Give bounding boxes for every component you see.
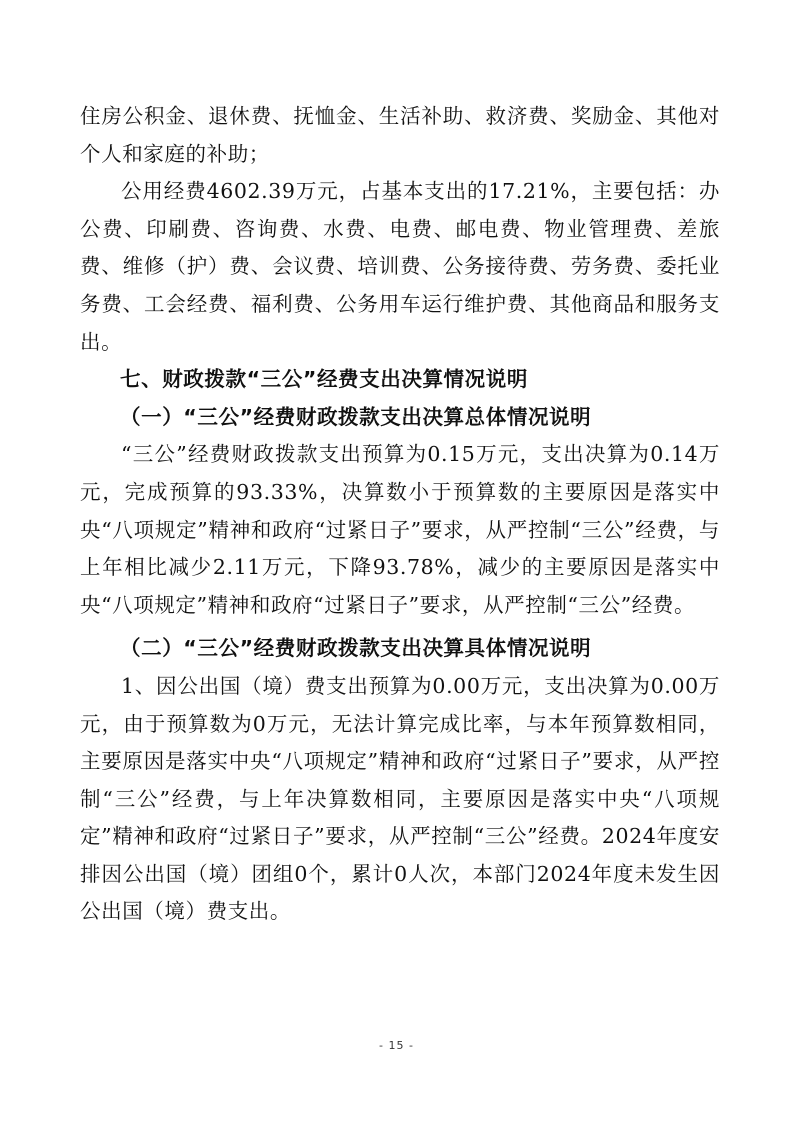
paragraph-three-public-overall: “三公”经费财政拨款支出预算为0.15万元，支出决算为0.14万元，完成预算的93.33%，决算数小于预算数的主要原因是落实中央“八项规定”精神和政府“过紧日子”要求，从严控制“三公”经费，与上年相比减少2.11万元，下降93.78%，减少的主要原因是落实中央“八项规定”精神和政府“过紧日子”要求，从严控制“三公”经费。 <box>80 442 720 617</box>
heading-subsection-1: （一）“三公”经费财政拨款支出决算总体情况说明 <box>120 404 592 429</box>
paragraph-personal-subsidies: 住房公积金、退休费、抚恤金、生活补助、救济费、奖励金、其他对个人和家庭的补助； <box>80 104 720 166</box>
document-page <box>80 98 720 931</box>
paragraph-overseas-travel: 1、因公出国（境）费支出预算为0.00万元，支出决算为0.00万元，由于预算数为0万元，无法计算完成比率，与本年预算数相同，主要原因是落实中央“八项规定”精神和政府“过紧日子”要求，从严控制“三公”经费，与上年决算数相同，主要原因是落实中央“八项规定”精神和政府“过紧日子”要求，从严控制“三公”经费。2024年度安排因公出国（境）团组0个，累计0人次，本部门2024年度未发生因公出国（境）费支出。 <box>80 673 720 924</box>
page-number: - 15 - <box>379 1039 414 1052</box>
paragraph-public-expenses: 公用经费4602.39万元，占基本支出的17.21%，主要包括：办公费、印刷费、咨询费、水费、电费、邮电费、物业管理费、差旅费、维修（护）费、会议费、培训费、公务接待费、劳务费、委托业务费、工会经费、福利费、公务用车运行维护费、其他商品和服务支出。 <box>80 179 720 354</box>
heading-subsection-2: （二）“三公”经费财政拨款支出决算具体情况说明 <box>120 636 592 661</box>
heading-section-7: 七、财政拨款“三公”经费支出决算情况说明 <box>120 367 528 392</box>
